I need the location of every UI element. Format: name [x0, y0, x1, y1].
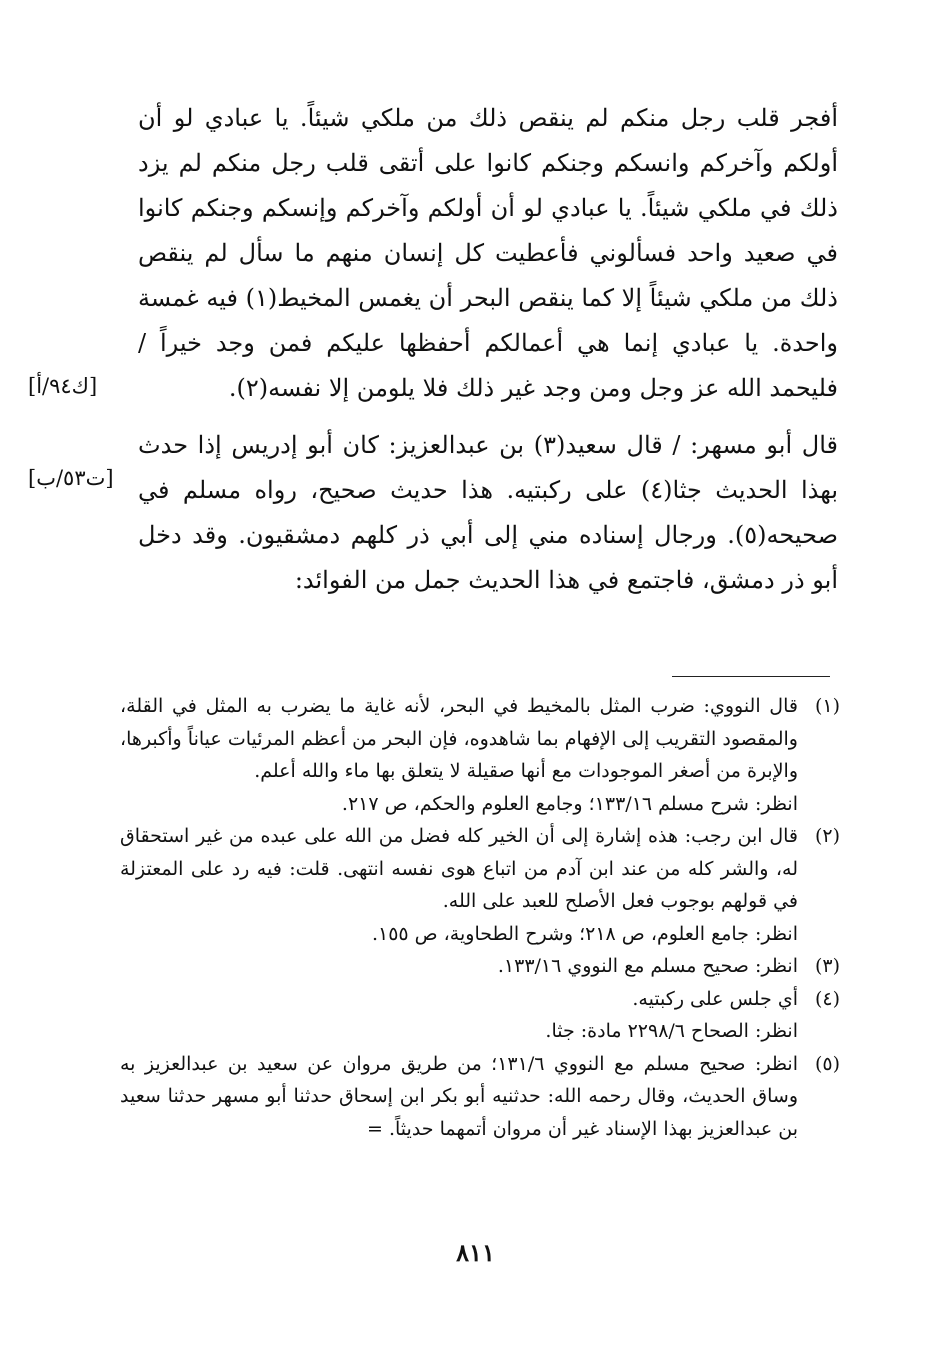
footnote-text: انظر: الصحاح ٢٢٩٨/٦ مادة: جثا.: [545, 1020, 798, 1042]
footnote-number: (١): [814, 695, 840, 717]
footnote-text: قال النووي: ضرب المثل بالمخيط في البحر، لأنه غاية ما يضرب به المثل في القلة، والمقصود التقريب إلى الإفهام بما شاهدوه، فإن البحر من أعظم المرئيات عياناً وأكبرها، والإبرة من أصغر الموجودات مع أنها صقيلة لا يتعلق بها ماء والله أعلم.: [120, 695, 798, 782]
footnote-text: انظر: صحيح مسلم مع النووي ١٣٣/١٦.: [497, 955, 798, 977]
manuscript-reference: [ك٩٤/أ]: [28, 374, 98, 398]
footnote: [120, 1048, 840, 1146]
footnote-text: انظر: صحيح مسلم مع النووي ١٣١/٦؛ من طريق مروان عن سعيد بن عبدالعزيز به وساق الحديث، وقال رحمه الله: حدثنيه أبو بكر ابن إسحاق حدثنا أبو مسهر حدثنا سعيد بن عبدالعزيز بهذا الإسناد غير أن مروان أتمهما حديثاً. =: [120, 1052, 798, 1140]
main-paragraph: قال أبو مسهر: / قال سعيد(٣) بن عبدالعزيز: كان أبو إدريس إذا حدث بهذا الحديث جثا(٤) على ركبتيه. هذا حديث صحيح، رواه مسلم في صحيحه(٥). ورجال إسناده مني إلى أبي ذر كلهم دمشقيون. وقد دخل أبو ذر دمشق، فاجتمع في هذا الحديث جمل من الفوائد:: [138, 431, 838, 594]
footnote: [120, 983, 840, 1048]
main-text: [138, 96, 838, 603]
footnote-number: (٥): [814, 1052, 840, 1075]
footnote: [120, 820, 840, 950]
page-number: ٨١١: [456, 1238, 495, 1267]
main-paragraph: أفجر قلب رجل منكم لم ينقص ذلك من ملكي شيئاً. يا عبادي لو أن أولكم وآخركم وانسكم وجنكم كانوا على أتقى قلب رجل منكم لم يزد ذلك في ملكي شيئاً. يا عبادي لو أن أولكم وآخركم وإنسكم وجنكم كانوا في صعيد واحد فسألوني فأعطيت كل إنسان منهم ما سأل لم ينقص ذلك من ملكي شيئاً إلا كما ينقص البحر أن يغمس المخيط(١) فيه غمسة واحدة. يا عبادي إنما هي أعمالكم أحفظها عليكم فمن وجد خيراً / فليحمد الله عز وجل ومن وجد غير ذلك فلا يلومن إلا نفسه(٢).: [138, 104, 839, 402]
footnote-separator: [672, 676, 830, 677]
footnote-number: (٢): [814, 825, 840, 847]
footnote: [120, 950, 840, 983]
footnote: [120, 690, 840, 820]
footnote-number: (٤): [814, 987, 840, 1010]
manuscript-reference: [ت٥٣/ب]: [28, 466, 114, 490]
footnote-text: أي جلس على ركبتيه.: [632, 987, 798, 1010]
footnotes: [120, 690, 840, 1145]
footnote-number: (٣): [814, 955, 840, 977]
footnote-text: انظر: شرح مسلم ١٣٣/١٦؛ وجامع العلوم والحكم، ص ٢١٧.: [341, 792, 798, 815]
footnote-text: قال ابن رجب: هذه إشارة إلى أن الخير كله فضل من الله على عبده من غير استحقاق له، والشر كله من عند ابن آدم من اتباع هوى نفسه انتهى. قلت: فيه رد على المعتزلة في قولهم بوجوب فعل الأصلح للعبد على الله.: [120, 825, 798, 912]
footnote-text: انظر: جامع العلوم، ص ٢١٨؛ وشرح الطحاوية، ص ١٥٥.: [371, 922, 798, 945]
